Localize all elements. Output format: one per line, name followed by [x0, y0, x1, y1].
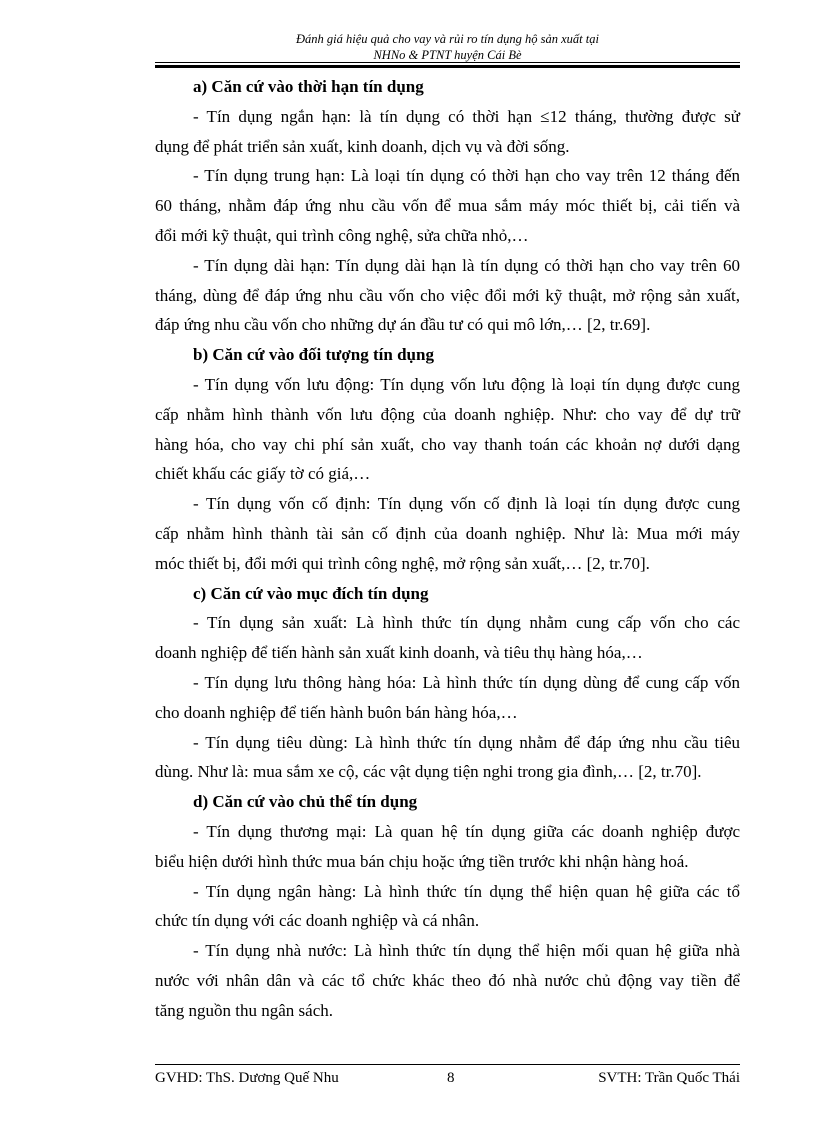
text-line: - Tín dụng dài hạn: Tín dụng dài hạn là tín dụng có thời hạn cho vay trên 60 — [193, 255, 740, 275]
text-line: chiết khấu các giấy tờ có giá,… — [155, 464, 371, 484]
header-line-2: NHNo & PTNT huyện Cái Bè — [373, 48, 522, 62]
text-line: - Tín dụng ngân hàng: Là hình thức tín dụng thể hiện quan hệ giữa các tổ — [193, 881, 740, 901]
page-number: 8 — [447, 1070, 455, 1086]
section-heading-a: a) Căn cứ vào thời hạn tín dụng — [193, 77, 424, 96]
footer-advisor: GVHD: ThS. Dương Quế Nhu — [155, 1070, 339, 1086]
text-line: - Tín dụng vốn lưu động: Tín dụng vốn lưu động là loại tín dụng được cung — [193, 374, 740, 394]
text-line: - Tín dụng nhà nước: Là hình thức tín dụng thể hiện mối quan hệ giữa nhà — [193, 941, 740, 961]
running-header — [155, 31, 740, 63]
section-heading-d: d) Căn cứ vào chủ thể tín dụng — [193, 792, 418, 812]
text-line: - Tín dụng thương mại: Là quan hệ tín dụng giữa các doanh nghiệp được — [193, 821, 740, 841]
text-line: - Tín dụng tiêu dùng: Là hình thức tín dụng nhằm để đáp ứng nhu cầu tiêu — [193, 732, 740, 752]
section-heading-c: c) Căn cứ vào mục đích tín dụng — [193, 583, 429, 603]
text-line: tăng nguồn thu ngân sách. — [155, 1000, 333, 1020]
footer-divider — [155, 1064, 740, 1065]
section-heading-b: b) Căn cứ vào đối tượng tín dụng — [193, 345, 434, 365]
text-line: nước với nhân dân và các tổ chức khác theo đó nhà nước chủ động vay tiền để — [155, 970, 740, 990]
text-line: móc thiết bị, đổi mới qui trình công nghệ, mở rộng sản xuất,… [2, tr.70]. — [155, 553, 650, 573]
text-line: - Tín dụng vốn cố định: Tín dụng vốn cố định là loại tín dụng được cung — [193, 494, 740, 514]
header-line-1: Đánh giá hiệu quả cho vay và rủi ro tín dụng hộ sản xuất tại — [296, 32, 599, 46]
text-line: đổi mới kỹ thuật, qui trình công nghệ, sửa chữa nhỏ,… — [155, 225, 529, 245]
text-line: dụng để phát triển sản xuất, kinh doanh, dịch vụ và đời sống. — [155, 136, 570, 156]
body-text — [155, 72, 740, 1026]
text-line: dùng. Như là: mua sắm xe cộ, các vật dụng tiện nghi trong gia đình,… [2, tr.70]. — [155, 762, 702, 782]
text-line: đáp ứng nhu cầu vốn cho những dự án đầu tư có qui mô lớn,… [2, tr.69]. — [155, 315, 651, 335]
text-line: biểu hiện dưới hình thức mua bán chịu hoặc ứng tiền trước khi nhận hàng hoá. — [155, 851, 689, 871]
text-line: hàng hóa, cho vay chi phí sản xuất, cho vay thanh toán các khoản nợ dưới dạng — [155, 434, 740, 454]
footer-student: SVTH: Trần Quốc Thái — [598, 1070, 740, 1086]
text-line: chức tín dụng với các doanh nghiệp và cá nhân. — [155, 911, 480, 931]
text-line: 60 tháng, nhằm đáp ứng nhu cầu vốn để mua sắm máy móc thiết bị, cải tiến và — [155, 196, 740, 216]
header-divider-thick — [155, 65, 740, 68]
text-line: cho doanh nghiệp để tiến hành buôn bán hàng hóa,… — [155, 702, 518, 722]
text-line: cấp nhằm hình thành tài sản cố định của doanh nghiệp. Như là: Mua mới máy — [155, 523, 740, 543]
text-line: - Tín dụng lưu thông hàng hóa: Là hình thức tín dụng dùng để cung cấp vốn — [193, 672, 740, 692]
text-line: tháng, dùng để đáp ứng nhu cầu vốn cho việc đổi mới kỹ thuật, mở rộng sản xuất, — [155, 285, 740, 305]
text-line: - Tín dụng sản xuất: Là hình thức tín dụng nhằm cung cấp vốn cho các — [193, 613, 740, 633]
text-line: - Tín dụng trung hạn: Là loại tín dụng có thời hạn cho vay trên 12 tháng đến — [193, 166, 740, 186]
text-line: cấp nhằm hình thành vốn lưu động của doanh nghiệp. Như: cho vay để dự trữ — [155, 404, 740, 424]
text-line: doanh nghiệp để tiến hành sản xuất kinh doanh, và tiêu thụ hàng hóa,… — [155, 643, 643, 663]
text-line: - Tín dụng ngắn hạn: là tín dụng có thời hạn ≤12 tháng, thường được sử — [193, 106, 740, 126]
header-divider-thin — [155, 62, 740, 63]
